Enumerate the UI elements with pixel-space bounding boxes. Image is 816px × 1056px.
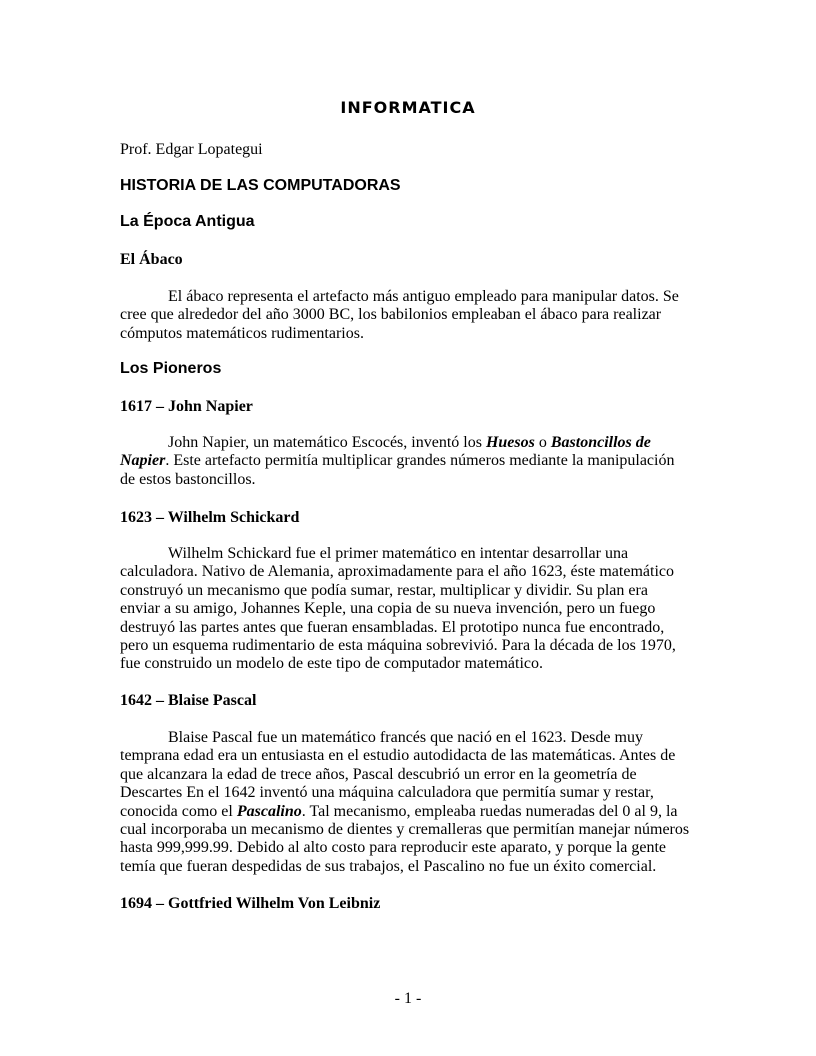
page-number: - 1 - xyxy=(394,990,422,1007)
paragraph-line: Blaise Pascal fue un matemático francés que nació en el 1623. Desde muy xyxy=(168,729,643,746)
document-title: INFORMATICA xyxy=(340,98,476,117)
subsection-heading-abaco: El Ábaco xyxy=(120,251,183,268)
paragraph-schickard xyxy=(120,545,700,674)
paragraph-line: fue construido un modelo de este tipo de computador matemático. xyxy=(120,655,543,673)
paragraph-line: de estos bastoncillos. xyxy=(120,470,256,488)
paragraph-pascal xyxy=(120,729,700,876)
subsection-heading-leibniz: 1694 – Gottfried Wilhelm Von Leibniz xyxy=(120,895,381,912)
paragraph-line: Descartes En el 1642 inventó una máquina calculadora que permitía sumar y restar, xyxy=(120,784,654,802)
paragraph-line: construyó un mecanismo que podía sumar, restar, multiplicar y dividir. Su plan era xyxy=(120,581,648,599)
section-heading-pioneros: Los Pioneros xyxy=(120,360,222,377)
subsection-heading-pascal: 1642 – Blaise Pascal xyxy=(120,692,257,709)
paragraph-line: enviar a su amigo, Johannes Keple, una copia de su nueva invención, pero un fuego xyxy=(120,600,656,618)
term-pascalino: Pascalino xyxy=(236,802,302,820)
paragraph-line: Wilhelm Schickard fue el primer matemático en intentar desarrollar una xyxy=(168,545,629,562)
paragraph-line: El ábaco representa el artefacto más antiguo empleado para manipular datos. Se xyxy=(168,288,679,305)
paragraph-line: John Napier, un matemático Escocés, inventó los Huesos o Bastoncillos de xyxy=(168,434,651,451)
paragraph-napier xyxy=(120,434,700,489)
term-huesos: Huesos xyxy=(485,434,535,451)
paragraph-line: calculadora. Nativo de Alemania, aproximadamente para el año 1623, éste matemático xyxy=(120,563,674,581)
author-line: Prof. Edgar Lopategui xyxy=(120,141,263,158)
main-heading: HISTORIA DE LAS COMPUTADORAS xyxy=(120,177,401,194)
term-bastoncillos: Bastoncillos de xyxy=(550,434,651,451)
subsection-heading-schickard: 1623 – Wilhelm Schickard xyxy=(120,509,300,526)
paragraph-line: temía que fueran despedidas de sus trabajos, el Pascalino no fue un éxito comercial. xyxy=(120,857,657,875)
paragraph-line: que alcanzara la edad de trece años, Pascal descubrió un error en la geometría de xyxy=(120,765,637,783)
subsection-heading-napier: 1617 – John Napier xyxy=(120,398,253,415)
paragraph-line: temprana edad era un entusiasta en el estudio autodidacta de las matemáticas. Antes de xyxy=(120,747,676,765)
paragraph-line: cree que alrededor del año 3000 BC, los babilonios empleaban el ábaco para realizar xyxy=(120,306,662,324)
paragraph-line: destruyó las partes antes que fueran ensambladas. El prototipo nunca fue encontrado, xyxy=(120,618,665,636)
paragraph-line: pero un esquema rudimentario de esta máquina sobrevivió. Para la década de los 1970, xyxy=(120,637,676,655)
paragraph-line: hasta 999,999.99. Debido al alto costo para reproducir este aparato, y porque la gente xyxy=(120,839,667,857)
section-heading-epoca-antigua: La Época Antigua xyxy=(120,213,255,230)
paragraph-line: cual incorporaba un mecanismo de dientes y cremalleras que permitían manejar números xyxy=(120,821,690,839)
paragraph-line: Napier. Este artefacto permitía multiplicar grandes números mediante la manipulación xyxy=(120,452,675,470)
paragraph-abaco xyxy=(120,288,700,343)
paragraph-line: cómputos matemáticos rudimentarios. xyxy=(120,324,364,342)
term-napier: Napier xyxy=(120,452,166,470)
paragraph-line: conocida como el Pascalino. Tal mecanismo, empleaba ruedas numeradas del 0 al 9, la xyxy=(120,802,678,820)
